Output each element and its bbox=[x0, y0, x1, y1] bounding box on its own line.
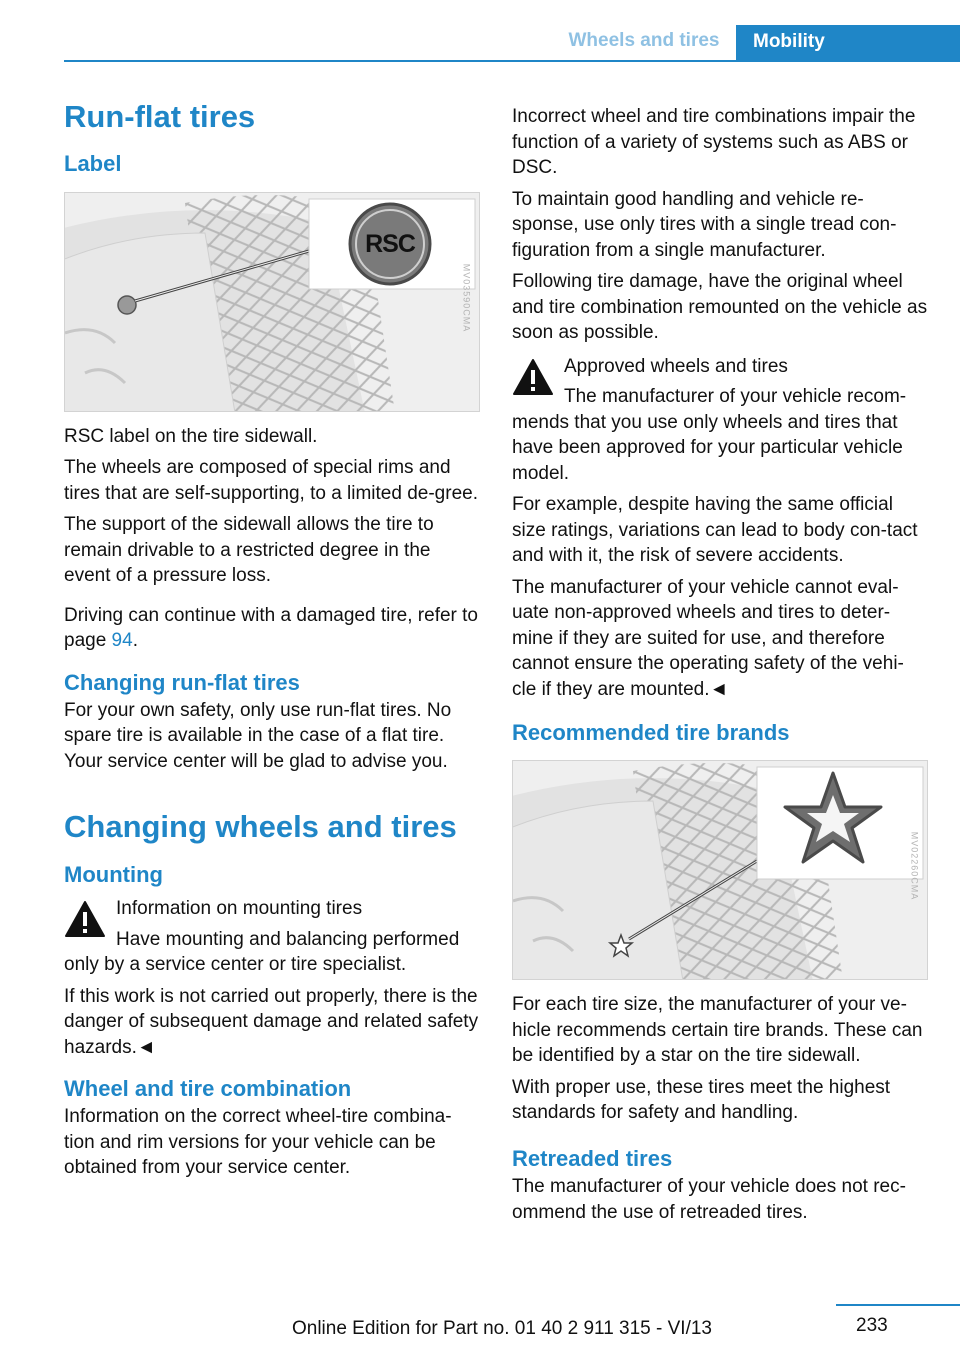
star-tire-illustration bbox=[513, 761, 928, 980]
mounting-heading: Mounting bbox=[64, 861, 163, 887]
header-chapter-tab: Mobility bbox=[736, 25, 960, 62]
warning-icon bbox=[64, 900, 106, 938]
figure-code: MV03590CMA bbox=[461, 263, 472, 332]
rsc-badge-text: RSC bbox=[365, 229, 415, 258]
combo-para-3: Following tire damage, have the original wheel and tire combination remounted on the vehicle as soon as possible. bbox=[512, 271, 928, 343]
rsc-tire-figure bbox=[64, 192, 480, 412]
mounting-para: If this work is not carried out properly, there is the danger of subsequent damage and related safety hazards.◄ bbox=[64, 985, 479, 1058]
combo-para-2: To maintain good handling and vehicle re-sponse, use only tires with a single tread con-figuration from a single manufacturer. bbox=[512, 188, 897, 261]
header-section-title: Wheels and tires bbox=[568, 30, 720, 51]
brands-para-1: For each tire size, the manufacturer of your ve-hicle recommends certain tire brands. These can be identified by a star on the tire sidewall. bbox=[512, 994, 923, 1067]
rsc-tire-illustration bbox=[65, 193, 480, 412]
brands-heading: Recommended tire brands bbox=[512, 720, 790, 745]
combo-para-1: Incorrect wheel and tire combinations impair the function of a variety of systems such as ABS or DSC. bbox=[512, 106, 916, 178]
page-number: 233 bbox=[856, 1315, 888, 1336]
approved-para-2: The manufacturer of your vehicle cannot eval-uate non-approved wheels and tires to deter-mine if they are suited for use, and therefore cannot ensure the operating safety of the vehi-cle if they are mounted.◄ bbox=[512, 576, 904, 700]
combination-text: Information on the correct wheel-tire combina-tion and rim versions for your vehicle can be obtained from your service center. bbox=[64, 1106, 452, 1179]
approved-para-1: For example, despite having the same official size ratings, variations can lead to body con-tact and with it, the risk of severe accidents. bbox=[512, 494, 918, 566]
label-heading: Label bbox=[64, 151, 122, 177]
right-column bbox=[512, 104, 928, 1225]
warning-text: The manufacturer of your vehicle recom-mends that you use only wheels and tires that have been approved for your particular vehicle model. bbox=[512, 386, 907, 484]
star-tire-figure bbox=[512, 760, 928, 980]
warning-icon bbox=[512, 358, 554, 396]
warning-text: Have mounting and balancing performed only by a service center or tire specialist. bbox=[64, 928, 460, 976]
warning-title: Approved wheels and tires bbox=[564, 355, 788, 377]
changing-runflat-text: For your own safety, only use run-flat tires. No spare tire is available in the case of a flat tire. Your service center will be glad to advise you. bbox=[64, 699, 452, 772]
combination-heading: Wheel and tire combination bbox=[64, 1076, 352, 1102]
brands-para-2: With proper use, these tires meet the highest standards for safety and handling. bbox=[512, 1076, 891, 1124]
footer-rule bbox=[836, 1304, 960, 1306]
retreaded-heading: Retreaded tires bbox=[512, 1145, 673, 1171]
retreaded-text: The manufacturer of your vehicle does not rec-ommend the use of retreaded tires. bbox=[512, 1176, 906, 1223]
wheels-section-title: Changing wheels and tires bbox=[64, 809, 457, 845]
approved-warning bbox=[512, 354, 928, 487]
figure-code: MV02260CMA bbox=[909, 832, 920, 901]
left-column bbox=[64, 98, 480, 1181]
warning-title: Information on mounting tires bbox=[116, 898, 363, 920]
page-title: Run-flat tires bbox=[64, 99, 256, 134]
page-link[interactable]: 94 bbox=[111, 630, 133, 652]
rsc-para-1: The wheels are composed of special rims and tires that are self-supporting, to a limited de-gree. bbox=[64, 457, 478, 504]
rsc-para-2: The support of the sidewall allows the tire to remain drivable to a restricted degree in the event of a pressure loss. bbox=[64, 514, 434, 587]
rsc-caption: RSC label on the tire sidewall. bbox=[64, 425, 318, 447]
footer-edition: Online Edition for Part no. 01 40 2 911 315 - VI/13 bbox=[291, 1318, 713, 1339]
rsc-para-3: Driving can continue with a damaged tire, refer to page 94. bbox=[64, 604, 478, 652]
mounting-warning bbox=[64, 896, 480, 978]
changing-runflat-heading: Changing run-flat tires bbox=[64, 669, 300, 695]
header-rule bbox=[64, 60, 960, 62]
